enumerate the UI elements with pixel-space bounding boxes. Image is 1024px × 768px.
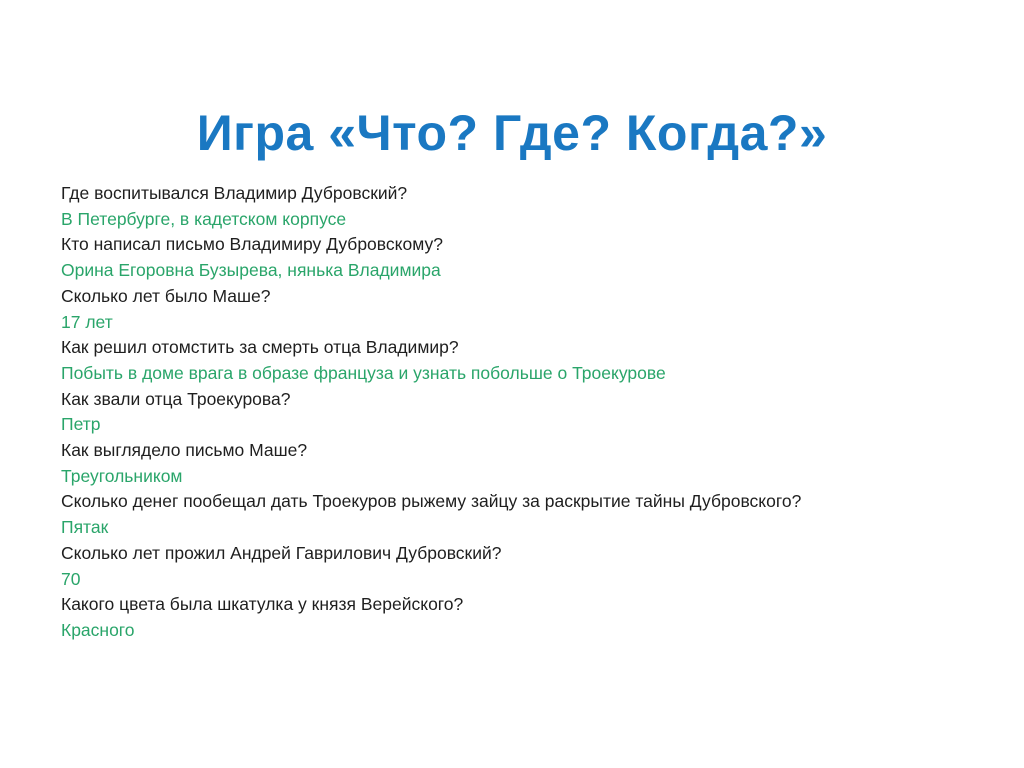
question-answer-list	[61, 181, 961, 644]
answer-text: Треугольником	[61, 465, 183, 486]
answer-text: Красного	[61, 619, 135, 640]
qa-item	[61, 438, 961, 489]
qa-item	[61, 232, 961, 283]
answer-text: Пятак	[61, 517, 109, 538]
question-text: Как выглядело письмо Маше?	[61, 440, 308, 461]
question-text: Сколько лет прожил Андрей Гаврилович Дубровский?	[61, 542, 502, 563]
question-text: Как решил отомстить за смерть отца Владимир?	[61, 337, 459, 358]
answer-text: Петр	[61, 414, 101, 435]
qa-item	[61, 284, 961, 335]
question-text: Сколько лет было Маше?	[61, 285, 271, 306]
answer-text: 70	[61, 568, 81, 589]
qa-item	[61, 592, 961, 643]
question-text: Какого цвета была шкатулка у князя Верейского?	[61, 594, 464, 615]
qa-item	[61, 387, 961, 438]
answer-text: Побыть в доме врага в образе француза и узнать побольше о Троекурове	[61, 362, 666, 383]
question-text: Кто написал письмо Владимиру Дубровскому?	[61, 234, 443, 255]
answer-text: В Петербурге, в кадетском корпусе	[61, 208, 347, 229]
slide-title: Игра «Что? Где? Когда?»	[196, 104, 828, 161]
qa-item	[61, 181, 961, 232]
qa-item	[61, 335, 961, 386]
question-text: Где воспитывался Владимир Дубровский?	[61, 183, 408, 203]
answer-text: 17 лет	[61, 311, 113, 332]
qa-item	[61, 489, 961, 540]
question-text: Сколько денег пообещал дать Троекуров рыжему зайцу за раскрытие тайны Дубровского?	[61, 491, 802, 512]
qa-item	[61, 541, 961, 592]
question-text: Как звали отца Троекурова?	[61, 388, 291, 409]
answer-text: Орина Егоровна Бузырева, нянька Владимира	[61, 260, 441, 281]
